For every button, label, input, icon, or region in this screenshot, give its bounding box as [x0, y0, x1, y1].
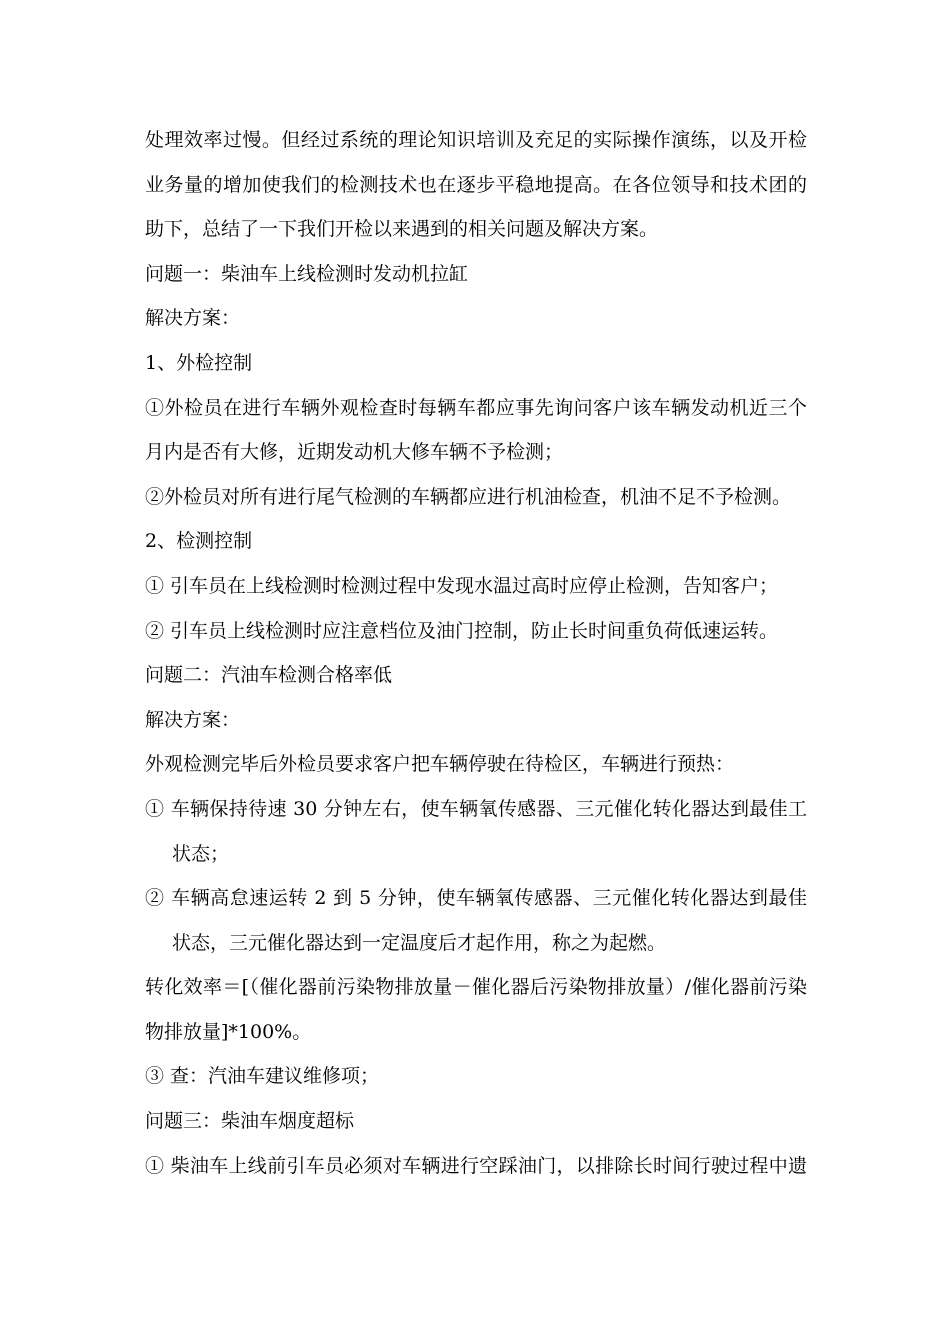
text-line: ① 引车员在上线检测时检测过程中发现水温过高时应停止检测，告知客户； — [145, 574, 779, 597]
text-line: 业务量的增加使我们的检测技术也在逐步平稳地提高。在各位领导和技术团的 — [145, 173, 807, 196]
text-line: 问题一：柴油车上线检测时发动机拉缸 — [145, 262, 469, 285]
text-line: 外观检测完毕后外检员要求客户把车辆停驶在待检区，车辆进行预热： — [145, 753, 735, 776]
text-line: ② 引车员上线检测时应注意档位及油门控制，防止长时间重负荷低速运转。 — [145, 619, 779, 642]
text-line: ③ 查：汽油车建议维修项； — [145, 1065, 380, 1088]
document-page — [145, 118, 807, 1188]
text-line: 月内是否有大修，近期发动机大修车辆不予检测； — [145, 441, 564, 464]
text-line: 物排放量]*100%。 — [145, 1020, 312, 1043]
text-line: 转化效率＝[（催化器前污染物排放量－催化器后污染物排放量）/催化器前污染 — [145, 976, 807, 999]
text-line: 解决方案： — [145, 307, 241, 330]
text-line: ①外检员在进行车辆外观检查时每辆车都应事先询问客户该车辆发动机近三个 — [145, 396, 807, 419]
text-line: ① 车辆保持待速 30 分钟左右，使车辆氧传感器、三元催化转化器达到最佳工 — [145, 797, 807, 820]
text-line: 解决方案： — [145, 708, 241, 731]
text-line: ②外检员对所有进行尾气检测的车辆都应进行机油检查，机油不足不予检测。 — [145, 485, 792, 508]
text-line: 状态； — [172, 842, 230, 865]
text-line: 状态，三元催化器达到一定温度后才起作用，称之为起燃。 — [172, 931, 667, 954]
text-line: 处理效率过慢。但经过系统的理论知识培训及充足的实际操作演练，以及开检 — [145, 129, 807, 151]
text-line: 1、外检控制 — [145, 351, 253, 374]
text-line: 问题二：汽油车检测合格率低 — [145, 664, 393, 687]
text-line: ② 车辆高怠速运转 2 到 5 分钟，使车辆氧传感器、三元催化转化器达到最佳 — [145, 887, 807, 910]
text-line: 助下，总结了一下我们开检以来遇到的相关问题及解决方案。 — [145, 218, 659, 241]
text-line: 2、检测控制 — [145, 530, 253, 553]
text-line: 问题三：柴油车烟度超标 — [145, 1110, 355, 1133]
text-line: ① 柴油车上线前引车员必须对车辆进行空踩油门，以排除长时间行驶过程中遗 — [145, 1154, 807, 1177]
